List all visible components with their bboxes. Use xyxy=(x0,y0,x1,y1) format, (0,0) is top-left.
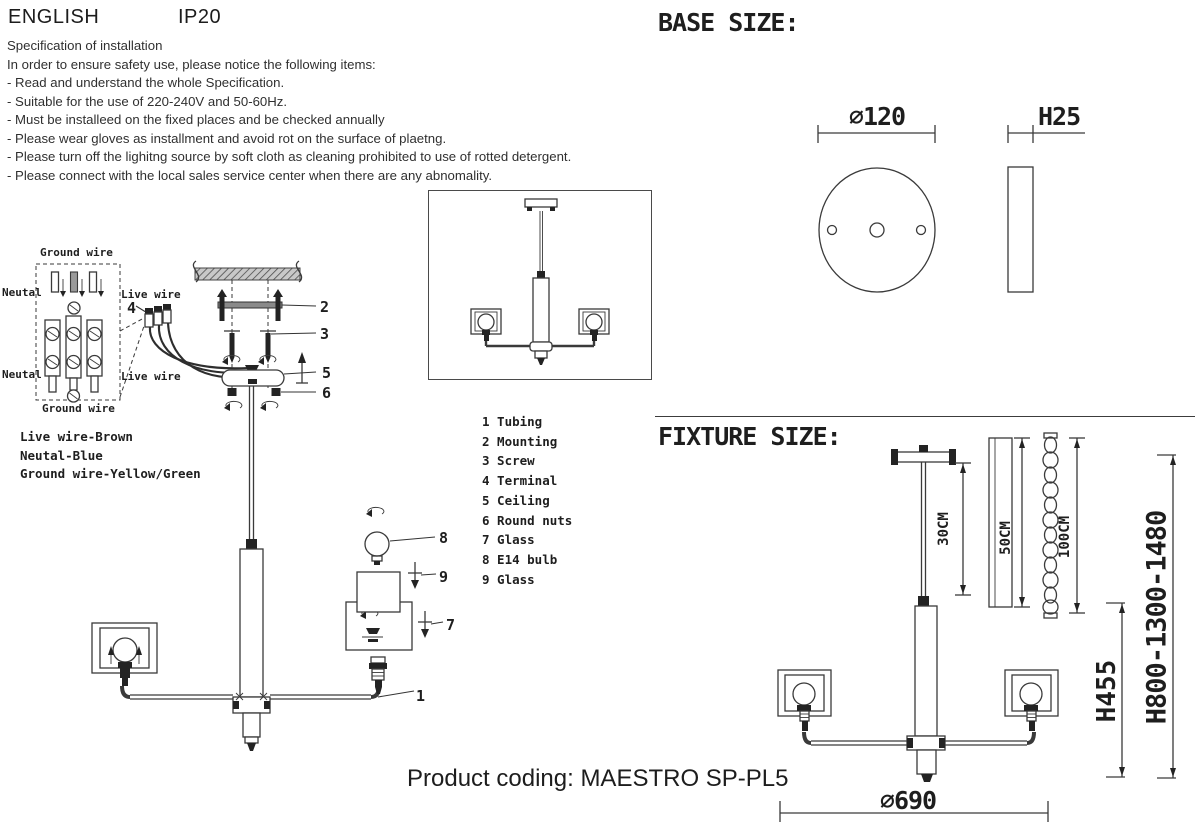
part-item: 6 Round nuts xyxy=(482,512,573,528)
legend-neutral: Neutal-Blue xyxy=(20,448,103,463)
fixture-diameter-label: ∅690 xyxy=(879,786,937,815)
glass-inner xyxy=(357,572,400,612)
spec-line: Specification of installation xyxy=(7,38,163,53)
part-item: 3 Screw xyxy=(482,453,535,469)
fixture-body xyxy=(915,606,937,736)
part-item: 9 Glass xyxy=(482,571,535,587)
spec-line: In order to ensure safety use, please notice the following items: xyxy=(7,56,376,72)
parts-list xyxy=(482,412,572,589)
mini-shade-right xyxy=(579,309,609,341)
part-item: 4 Terminal xyxy=(482,473,558,489)
rod-length-label: 30CM xyxy=(936,512,952,546)
product-coding: Product coding: MAESTRO SP-PL5 xyxy=(407,765,789,792)
installation-assembly-diagram xyxy=(0,185,470,800)
down-arrow-icon xyxy=(408,562,422,589)
callout-round-nuts: 6 xyxy=(322,384,332,402)
fixture-shade-left xyxy=(778,670,831,731)
screw xyxy=(230,333,235,363)
ceiling-mount-diagram xyxy=(193,261,316,411)
specification-text xyxy=(7,37,571,185)
spec-line: - Read and understand the whole Specification. xyxy=(7,75,285,90)
callout-terminal: 4 xyxy=(127,299,137,317)
insert-arrows xyxy=(60,279,104,297)
neutral-top-label: Neutal xyxy=(2,286,42,299)
up-arrow-icon xyxy=(296,352,308,383)
spec-line: - Please connect with the local sales service center when there are any abnomality. xyxy=(7,167,493,183)
ip-rating-label: IP20 xyxy=(178,6,222,28)
lamp-exploded-right xyxy=(346,507,443,694)
language-label: ENGLISH xyxy=(8,6,100,28)
callout-glass-shade: 7 xyxy=(446,616,456,634)
fixture-overview-inset xyxy=(428,190,652,380)
spec-line: - Please turn off the lighitng source by soft cloth as cleaning prohibited to use of rotted detergent. xyxy=(7,149,572,164)
rotate-arrow-icon xyxy=(260,401,278,411)
round-nut xyxy=(272,388,281,396)
base-height-label: H25 xyxy=(1038,102,1081,131)
fixture-height-label: H455 xyxy=(1092,659,1122,723)
part-item: 7 Glass xyxy=(482,532,535,548)
fixture-overview-drawing xyxy=(429,191,651,379)
screw xyxy=(266,333,271,363)
part-item: 1 Tubing xyxy=(482,414,543,429)
bulb-icon xyxy=(113,638,137,662)
part-item: 2 Mounting xyxy=(482,433,558,449)
callout-mounting: 2 xyxy=(320,298,330,316)
fixture-shade-right xyxy=(1005,670,1058,731)
live-wire-top-label: Live wire xyxy=(121,288,181,301)
down-arrow-icon xyxy=(418,611,432,638)
callout-glass-inner: 9 xyxy=(439,568,449,586)
ceiling-bar xyxy=(897,452,950,462)
lamp-shade-left xyxy=(92,623,157,686)
spec-line: - Suitable for the use of 220-240V and 50-60Hz. xyxy=(7,93,288,109)
spec-line: - Please wear gloves as installment and avoid rot on the surface of plaetng. xyxy=(7,130,447,146)
chandelier-assembly xyxy=(92,386,443,751)
stem-length-label: 50CM xyxy=(998,521,1014,555)
part-item: 8 E14 bulb xyxy=(482,551,558,567)
mini-shade-left xyxy=(471,309,501,341)
neutral-bottom-label: Neutal xyxy=(2,368,42,381)
callout-ceiling: 5 xyxy=(322,364,332,382)
e14-bulb-icon xyxy=(365,532,389,556)
overall-height-label: H800-1300-1480 xyxy=(1141,510,1173,725)
chain-length-label: 100CM xyxy=(1057,515,1073,559)
callout-e14-bulb: 8 xyxy=(439,529,449,547)
live-wire-bottom-label: Live wire xyxy=(121,370,181,383)
ground-wire-bottom-label: Ground wire xyxy=(42,402,115,415)
fixture-size-title: FIXTURE SIZE: xyxy=(658,422,841,451)
base-size-title: BASE SIZE: xyxy=(658,8,799,37)
round-nut xyxy=(228,388,237,396)
rotate-arrow-icon xyxy=(366,507,384,517)
section-divider xyxy=(655,416,1195,417)
base-diameter-label: ∅120 xyxy=(848,102,906,131)
part-item: 5 Ceiling xyxy=(482,492,550,508)
legend-live-wire: Live wire-Brown xyxy=(20,429,133,444)
rotate-arrow-icon xyxy=(224,401,242,411)
ground-wire-top-label: Ground wire xyxy=(40,246,113,259)
rod-dimension xyxy=(955,463,971,595)
callout-tubing: 1 xyxy=(416,687,426,705)
callout-screw: 3 xyxy=(320,325,330,343)
legend-ground-wire: Ground wire-Yellow/Green xyxy=(20,466,201,481)
spec-line: - Must be installeed on the fixed places and be checked annually xyxy=(7,112,385,127)
base-plate-side-view xyxy=(1008,167,1033,292)
